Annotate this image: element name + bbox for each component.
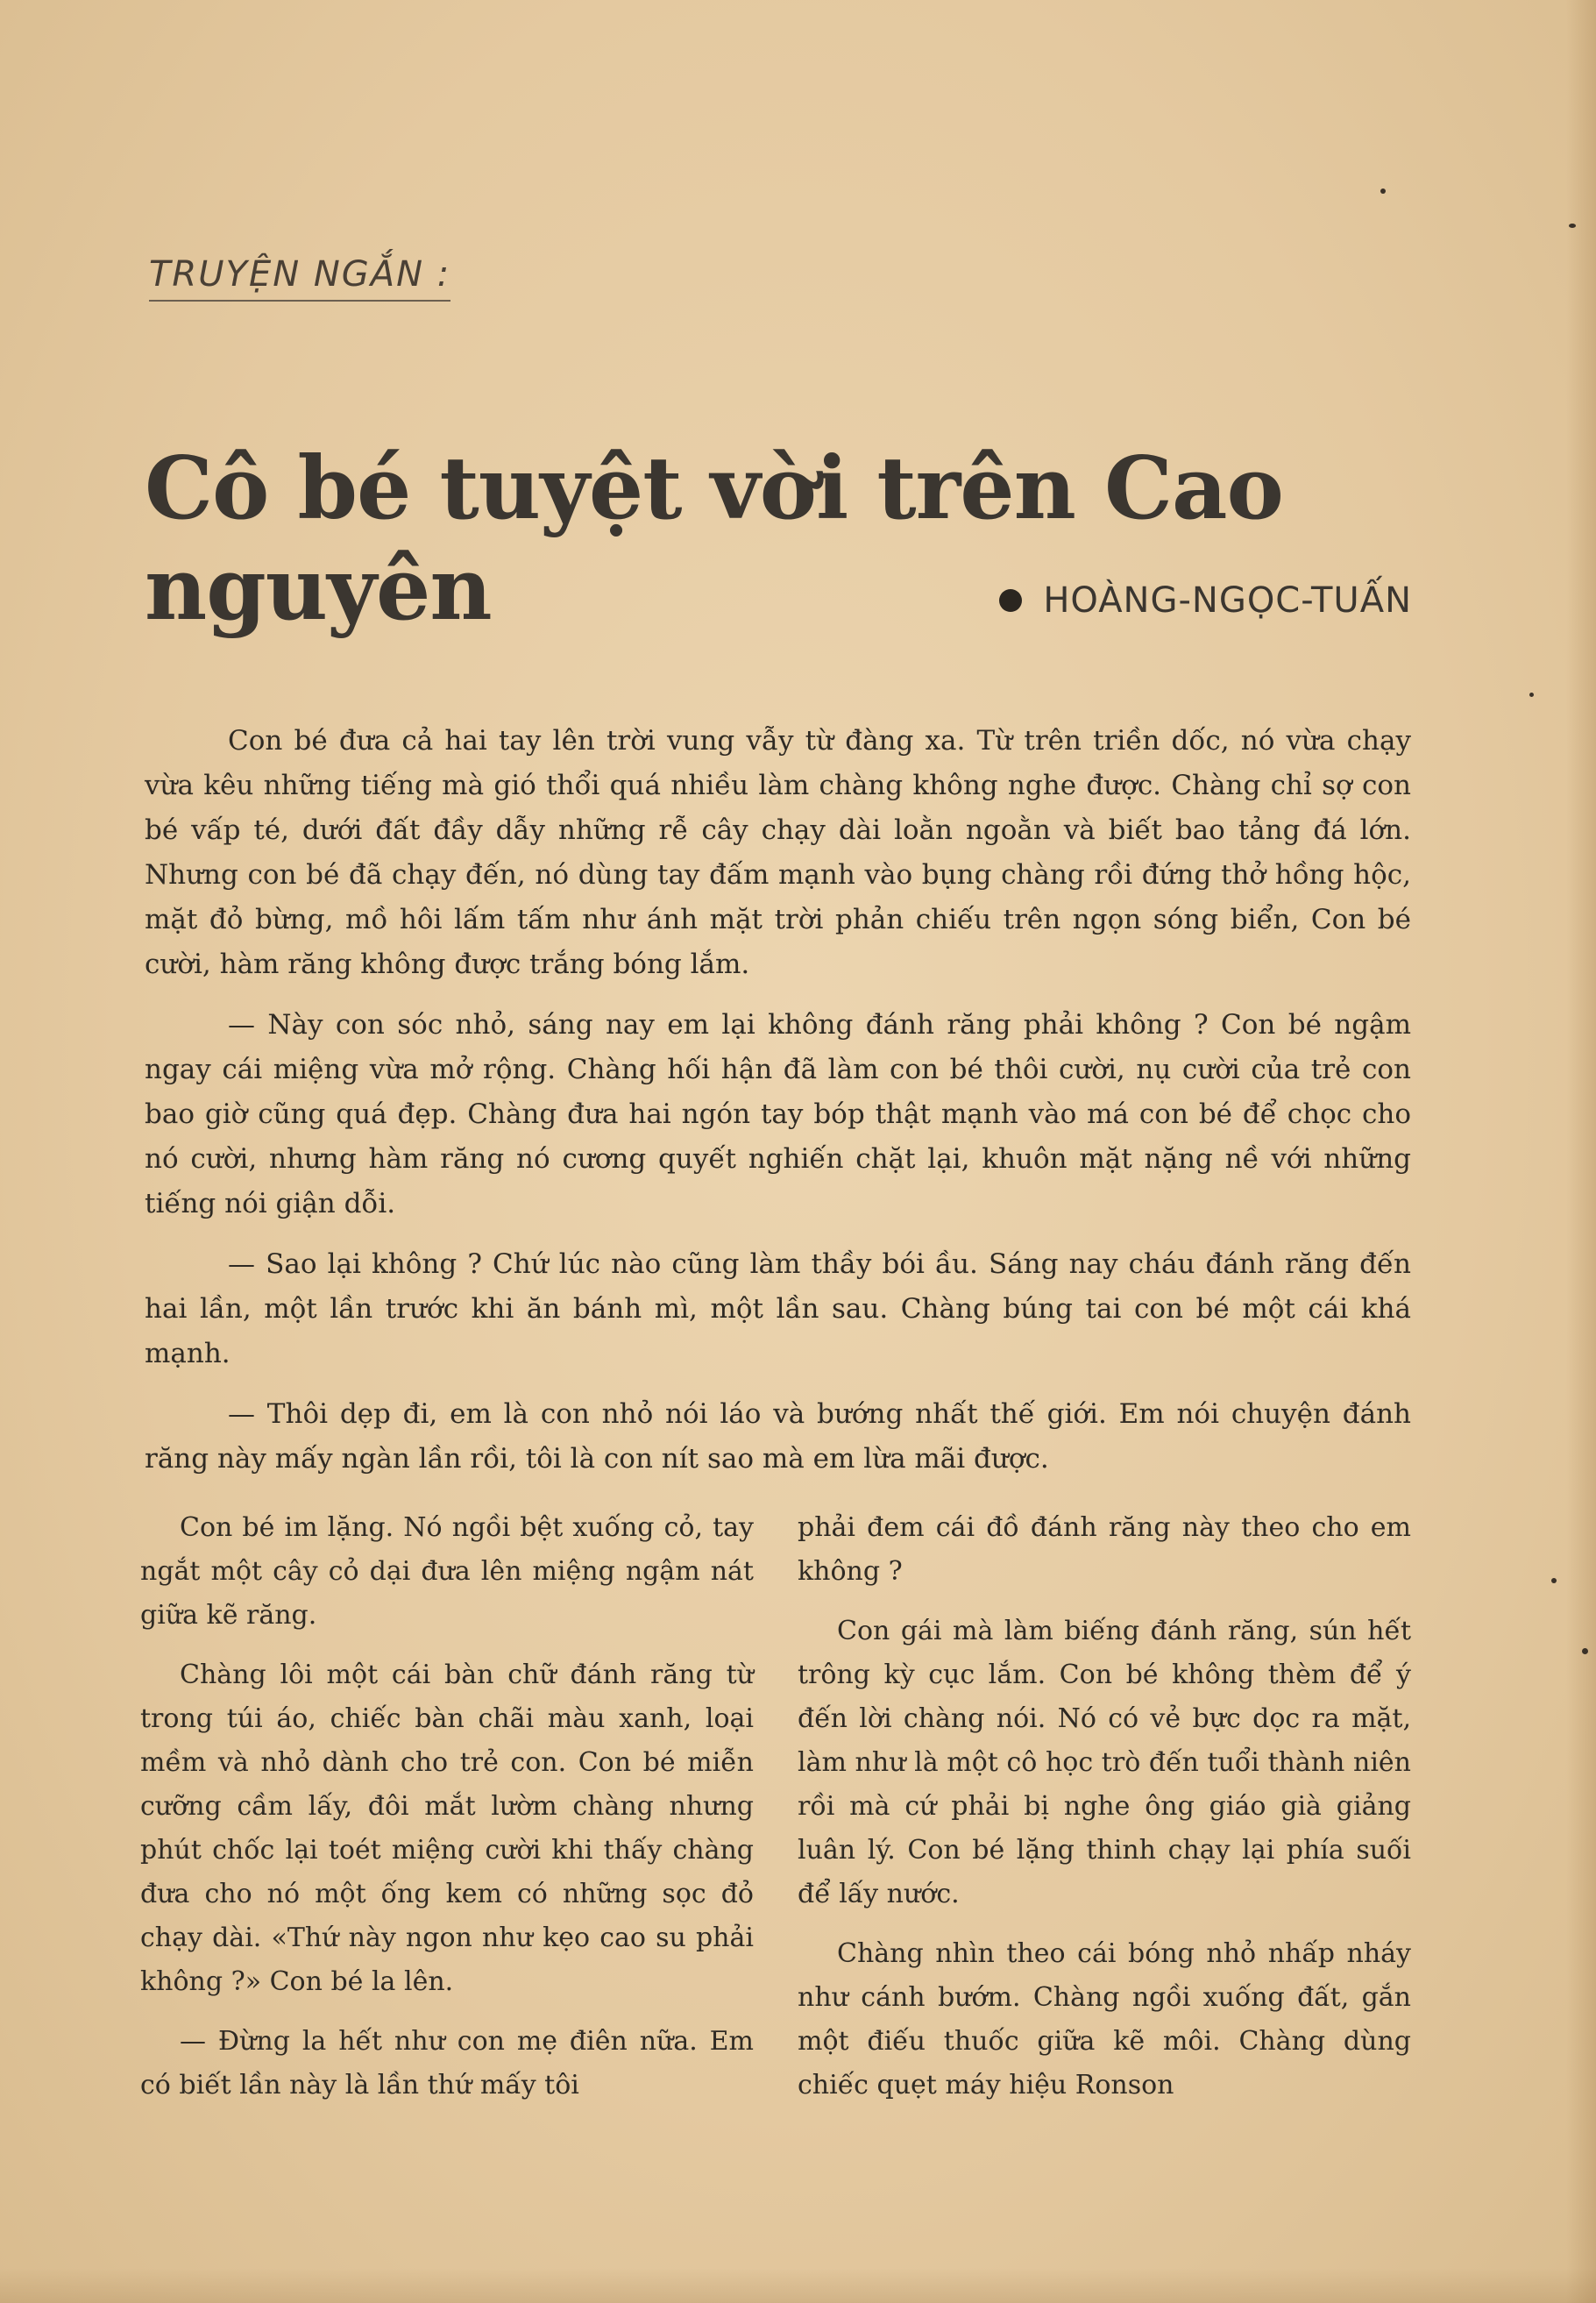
paragraph: — Thôi dẹp đi, em là con nhỏ nói láo và bướng nhất thế giới. Em nói chuyện đánh răng này mấy ngàn lần rồi, tôi là con nít sao mà em lừa mãi được. [145, 1398, 1411, 1475]
author-byline [999, 580, 1412, 621]
paragraph-continuation: phải đem cái đồ đánh răng này theo cho em không ? [798, 1512, 1411, 1587]
paragraph: — Đừng la hết như con mẹ điên nữa. Em có biết lần này là lần thứ mấy tôi [140, 2026, 754, 2100]
bullet-icon [999, 589, 1022, 612]
author-name: HOÀNG-NGỌC-TUẤN [1043, 580, 1412, 621]
two-column-text [140, 1506, 1411, 2123]
story-title: Cô bé tuyệt vời trên Cao nguyên [145, 438, 1283, 640]
intro-text [145, 719, 1411, 1497]
right-column [798, 1506, 1411, 2123]
paragraph: — Này con sóc nhỏ, sáng nay em lại không đánh răng phải không ? Con bé ngậm ngay cái miệng vừa mở rộng. Chàng hối hận đã làm con bé thôi cười, nụ cười của trẻ con bao giờ cũng quá đẹp. Chàng đưa hai ngón tay bóp thật mạnh vào má con bé để chọc cho nó cười, nhưng hàm răng nó cương quyết nghiến chặt lại, khuôn mặt nặng nề với những tiếng nói giận dỗi. [145, 1009, 1411, 1219]
paragraph: Con gái mà làm biếng đánh răng, sún hết trông kỳ cục lắm. Con bé không thèm để ý đến lời chàng nói. Nó có vẻ bực dọc ra mặt, làm như là một cô học trò đến tuổi thành niên rồi mà cứ phải bị nghe ông giáo già giảng luân lý. Con bé lặng thinh chạy lại phía suối để lấy nước. [798, 1616, 1411, 1909]
paragraph: Chàng lôi một cái bàn chữ đánh răng từ trong túi áo, chiếc bàn chãi màu xanh, loại mềm và nhỏ dành cho trẻ con. Con bé miễn cưỡng cầm lấy, đôi mắt lườm chàng nhưng phút chốc lại toét miệng cười khi thấy chàng đưa cho nó một ống kem có những sọc đỏ chạy dài. «Thứ này ngon như kẹo cao su phải không ?» Con bé la lên. [140, 1660, 754, 1997]
page-edge-shadow [1566, 0, 1596, 2303]
paragraph: Con bé đưa cả hai tay lên trời vung vẫy từ đàng xa. Từ trên triền dốc, nó vừa chạy vừa kêu những tiếng mà gió thổi quá nhiều làm chàng không nghe được. Chàng chỉ sợ con bé vấp té, dưới đất đầy dẫy những rễ cây chạy dài loằn ngoằn và biết bao tảng đá lớn. Nhưng con bé đã chạy đến, nó dùng tay đấm mạnh vào bụng chàng rồi đứng thở hồng hộc, mặt đỏ bừng, mồ hôi lấm tấm như ánh mặt trời phản chiếu trên ngọn sóng biển, Con bé cười, hàm răng không được trắng bóng lắm. [145, 725, 1411, 980]
paragraph: — Sao lại không ? Chứ lúc nào cũng làm thầy bói ầu. Sáng nay cháu đánh răng đến hai lần, một lần trước khi ăn bánh mì, một lần sau. Chàng búng tai con bé một cái khá mạnh. [145, 1248, 1411, 1369]
paragraph: Chàng nhìn theo cái bóng nhỏ nhấp nháy như cánh bướm. Chàng ngồi xuống đất, gắn một điếu thuốc giữa kẽ môi. Chàng dùng chiếc quẹt máy hiệu Ronson [798, 1938, 1411, 2100]
left-column [140, 1506, 754, 2123]
section-label: TRUYỆN NGẮN : [149, 254, 450, 302]
paragraph: Con bé im lặng. Nó ngồi bệt xuống cỏ, tay ngắt một cây cỏ dại đưa lên miệng ngậm nát giữa kẽ răng. [140, 1512, 754, 1631]
page-bottom-shadow [0, 2268, 1596, 2303]
